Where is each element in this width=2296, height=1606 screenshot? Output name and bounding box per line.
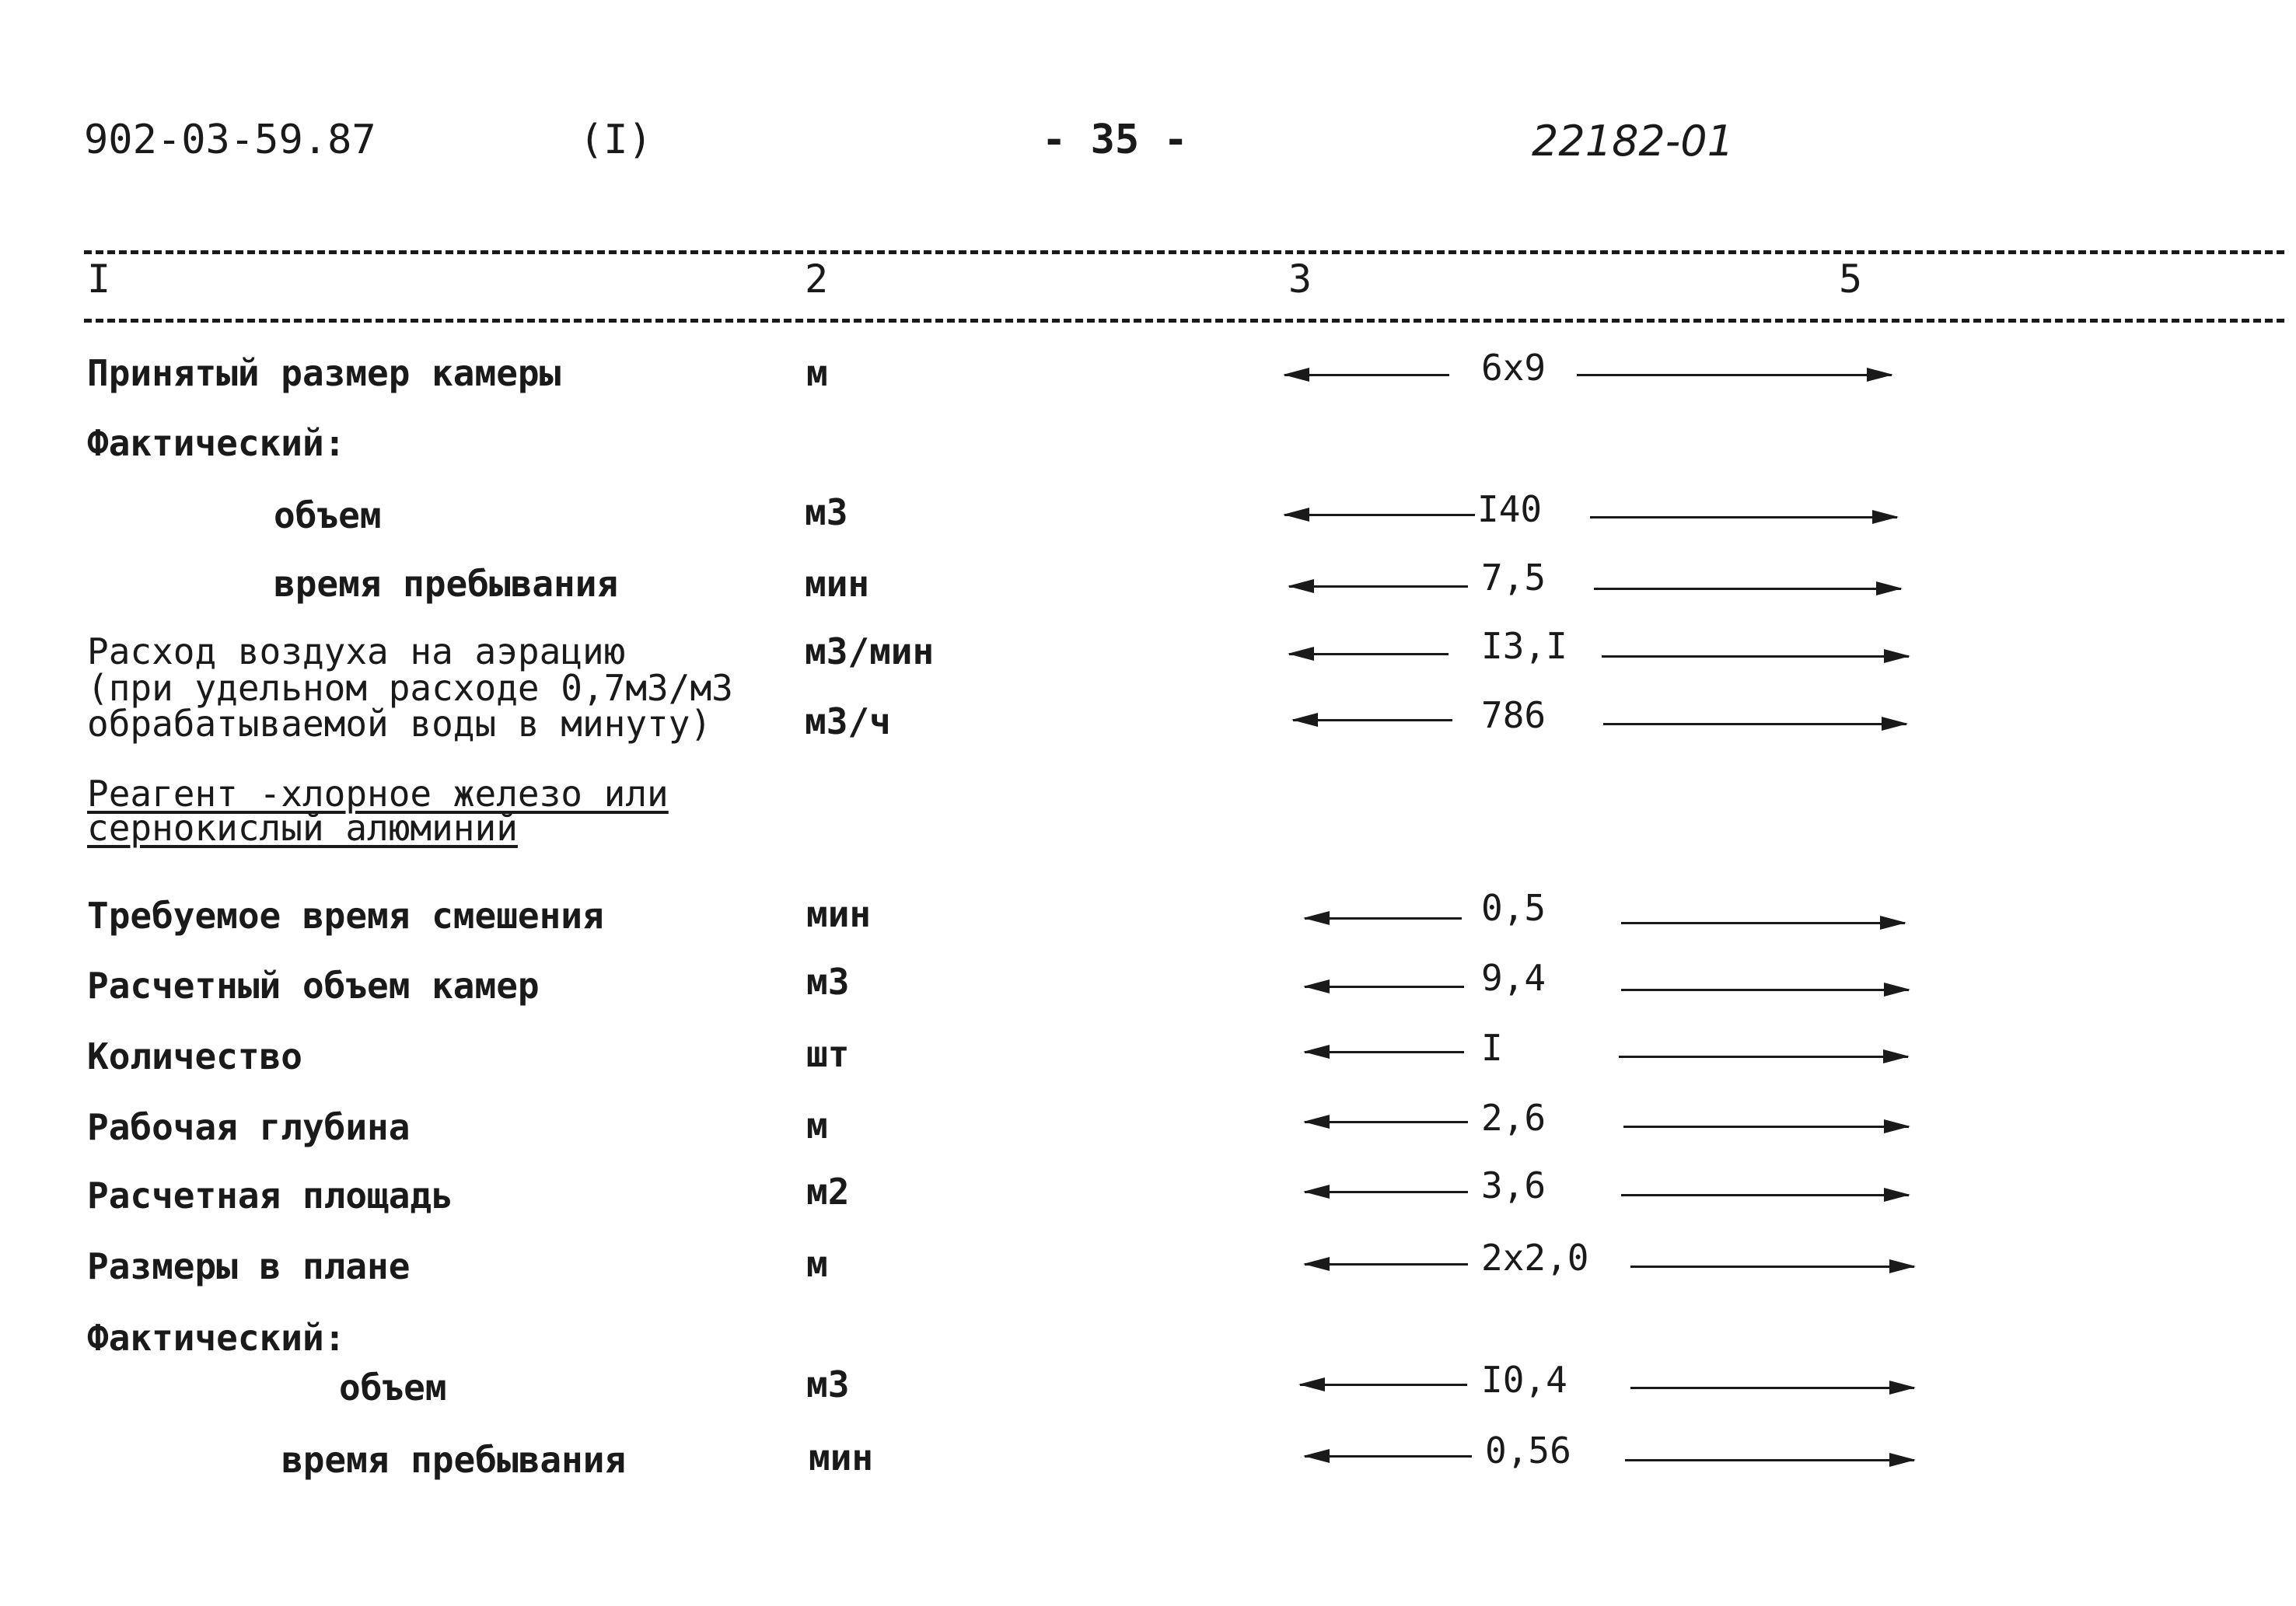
- row-value: 2,6: [1481, 1097, 1546, 1139]
- row-unit: м3: [806, 961, 850, 1003]
- row-label: Фактический:: [87, 422, 346, 464]
- column-header-3: 3: [1288, 257, 1312, 302]
- left-arrow: [1284, 514, 1475, 516]
- document-code: 902-03-59.87: [84, 117, 376, 163]
- left-arrow: [1293, 719, 1452, 721]
- row-unit: шт: [806, 1033, 850, 1075]
- right-arrow: [1621, 1194, 1909, 1196]
- section-heading: Реагент -хлорное железо или: [87, 773, 669, 815]
- row-unit: м3/ч: [805, 700, 891, 742]
- left-arrow: [1289, 585, 1468, 588]
- row-value: 6x9: [1481, 347, 1546, 389]
- row-value: 3,6: [1481, 1164, 1546, 1206]
- left-arrow: [1305, 1051, 1464, 1053]
- row-label: Расчетная площадь: [87, 1175, 453, 1217]
- section-heading: сернокислый алюминий: [87, 807, 518, 849]
- row-unit: м: [806, 352, 828, 394]
- row-label: время пребывания: [274, 563, 619, 605]
- row-value: 2x2,0: [1481, 1237, 1589, 1279]
- right-arrow: [1630, 1266, 1914, 1268]
- row-label: объем: [274, 494, 382, 536]
- row-unit: м: [806, 1243, 828, 1285]
- row-label: обрабатываемой воды в минуту): [87, 703, 712, 745]
- row-label: Расчетный объем камер: [87, 965, 540, 1007]
- left-arrow: [1305, 986, 1464, 988]
- row-value: 7,5: [1481, 557, 1546, 599]
- left-arrow: [1305, 1263, 1468, 1266]
- left-arrow: [1300, 1384, 1467, 1386]
- row-unit: м3/мин: [805, 630, 935, 672]
- row-unit: м3: [805, 491, 848, 533]
- row-label: Фактический:: [87, 1317, 346, 1359]
- right-arrow: [1590, 516, 1897, 518]
- row-unit: мин: [805, 563, 870, 605]
- row-unit: мин: [809, 1437, 874, 1479]
- album-number: 22182-01: [1532, 117, 1734, 166]
- column-header-5: 5: [1839, 257, 1863, 302]
- right-arrow: [1603, 723, 1906, 725]
- right-arrow: [1621, 989, 1909, 991]
- right-arrow: [1630, 1387, 1914, 1389]
- row-unit: м2: [806, 1171, 850, 1213]
- row-label: Требуемое время смешения: [87, 895, 604, 937]
- right-arrow: [1594, 588, 1901, 590]
- row-label: Принятый размер камеры: [87, 352, 561, 394]
- column-header-1: I: [87, 257, 111, 302]
- left-arrow: [1305, 917, 1462, 920]
- right-arrow: [1577, 374, 1892, 376]
- row-unit: м: [806, 1105, 828, 1147]
- left-arrow: [1305, 1121, 1468, 1123]
- column-header-2: 2: [805, 257, 829, 302]
- row-value: I40: [1477, 488, 1543, 530]
- right-arrow: [1625, 1459, 1914, 1461]
- row-label: Расход воздуха на аэрацию: [87, 630, 626, 672]
- row-value: I3,I: [1481, 625, 1567, 667]
- part-number: (I): [579, 117, 652, 163]
- row-unit: м3: [806, 1363, 850, 1405]
- row-label: Размеры в плане: [87, 1245, 411, 1287]
- right-arrow: [1621, 922, 1905, 924]
- row-label: Количество: [87, 1035, 302, 1077]
- row-value: I0,4: [1481, 1359, 1567, 1401]
- left-arrow: [1284, 374, 1449, 376]
- right-arrow: [1619, 1056, 1908, 1058]
- row-label: Рабочая глубина: [87, 1106, 411, 1148]
- row-value: 9,4: [1481, 957, 1546, 999]
- table-header-rule: [84, 319, 2284, 323]
- row-label: время пребывания: [281, 1439, 627, 1481]
- row-unit: мин: [806, 893, 872, 935]
- row-value: 0,5: [1481, 887, 1546, 929]
- right-arrow: [1623, 1126, 1909, 1128]
- row-value: 786: [1481, 694, 1546, 736]
- row-value: 0,56: [1485, 1430, 1571, 1472]
- left-arrow: [1289, 653, 1449, 655]
- row-value: I: [1481, 1027, 1503, 1069]
- row-label: объем: [339, 1367, 447, 1409]
- left-arrow: [1305, 1191, 1468, 1193]
- row-label: (при удельном расходе 0,7м3/м3: [87, 667, 733, 709]
- right-arrow: [1602, 655, 1909, 658]
- table-top-rule: [84, 250, 2284, 254]
- page-number: - 35 -: [1042, 117, 1188, 163]
- left-arrow: [1305, 1455, 1472, 1458]
